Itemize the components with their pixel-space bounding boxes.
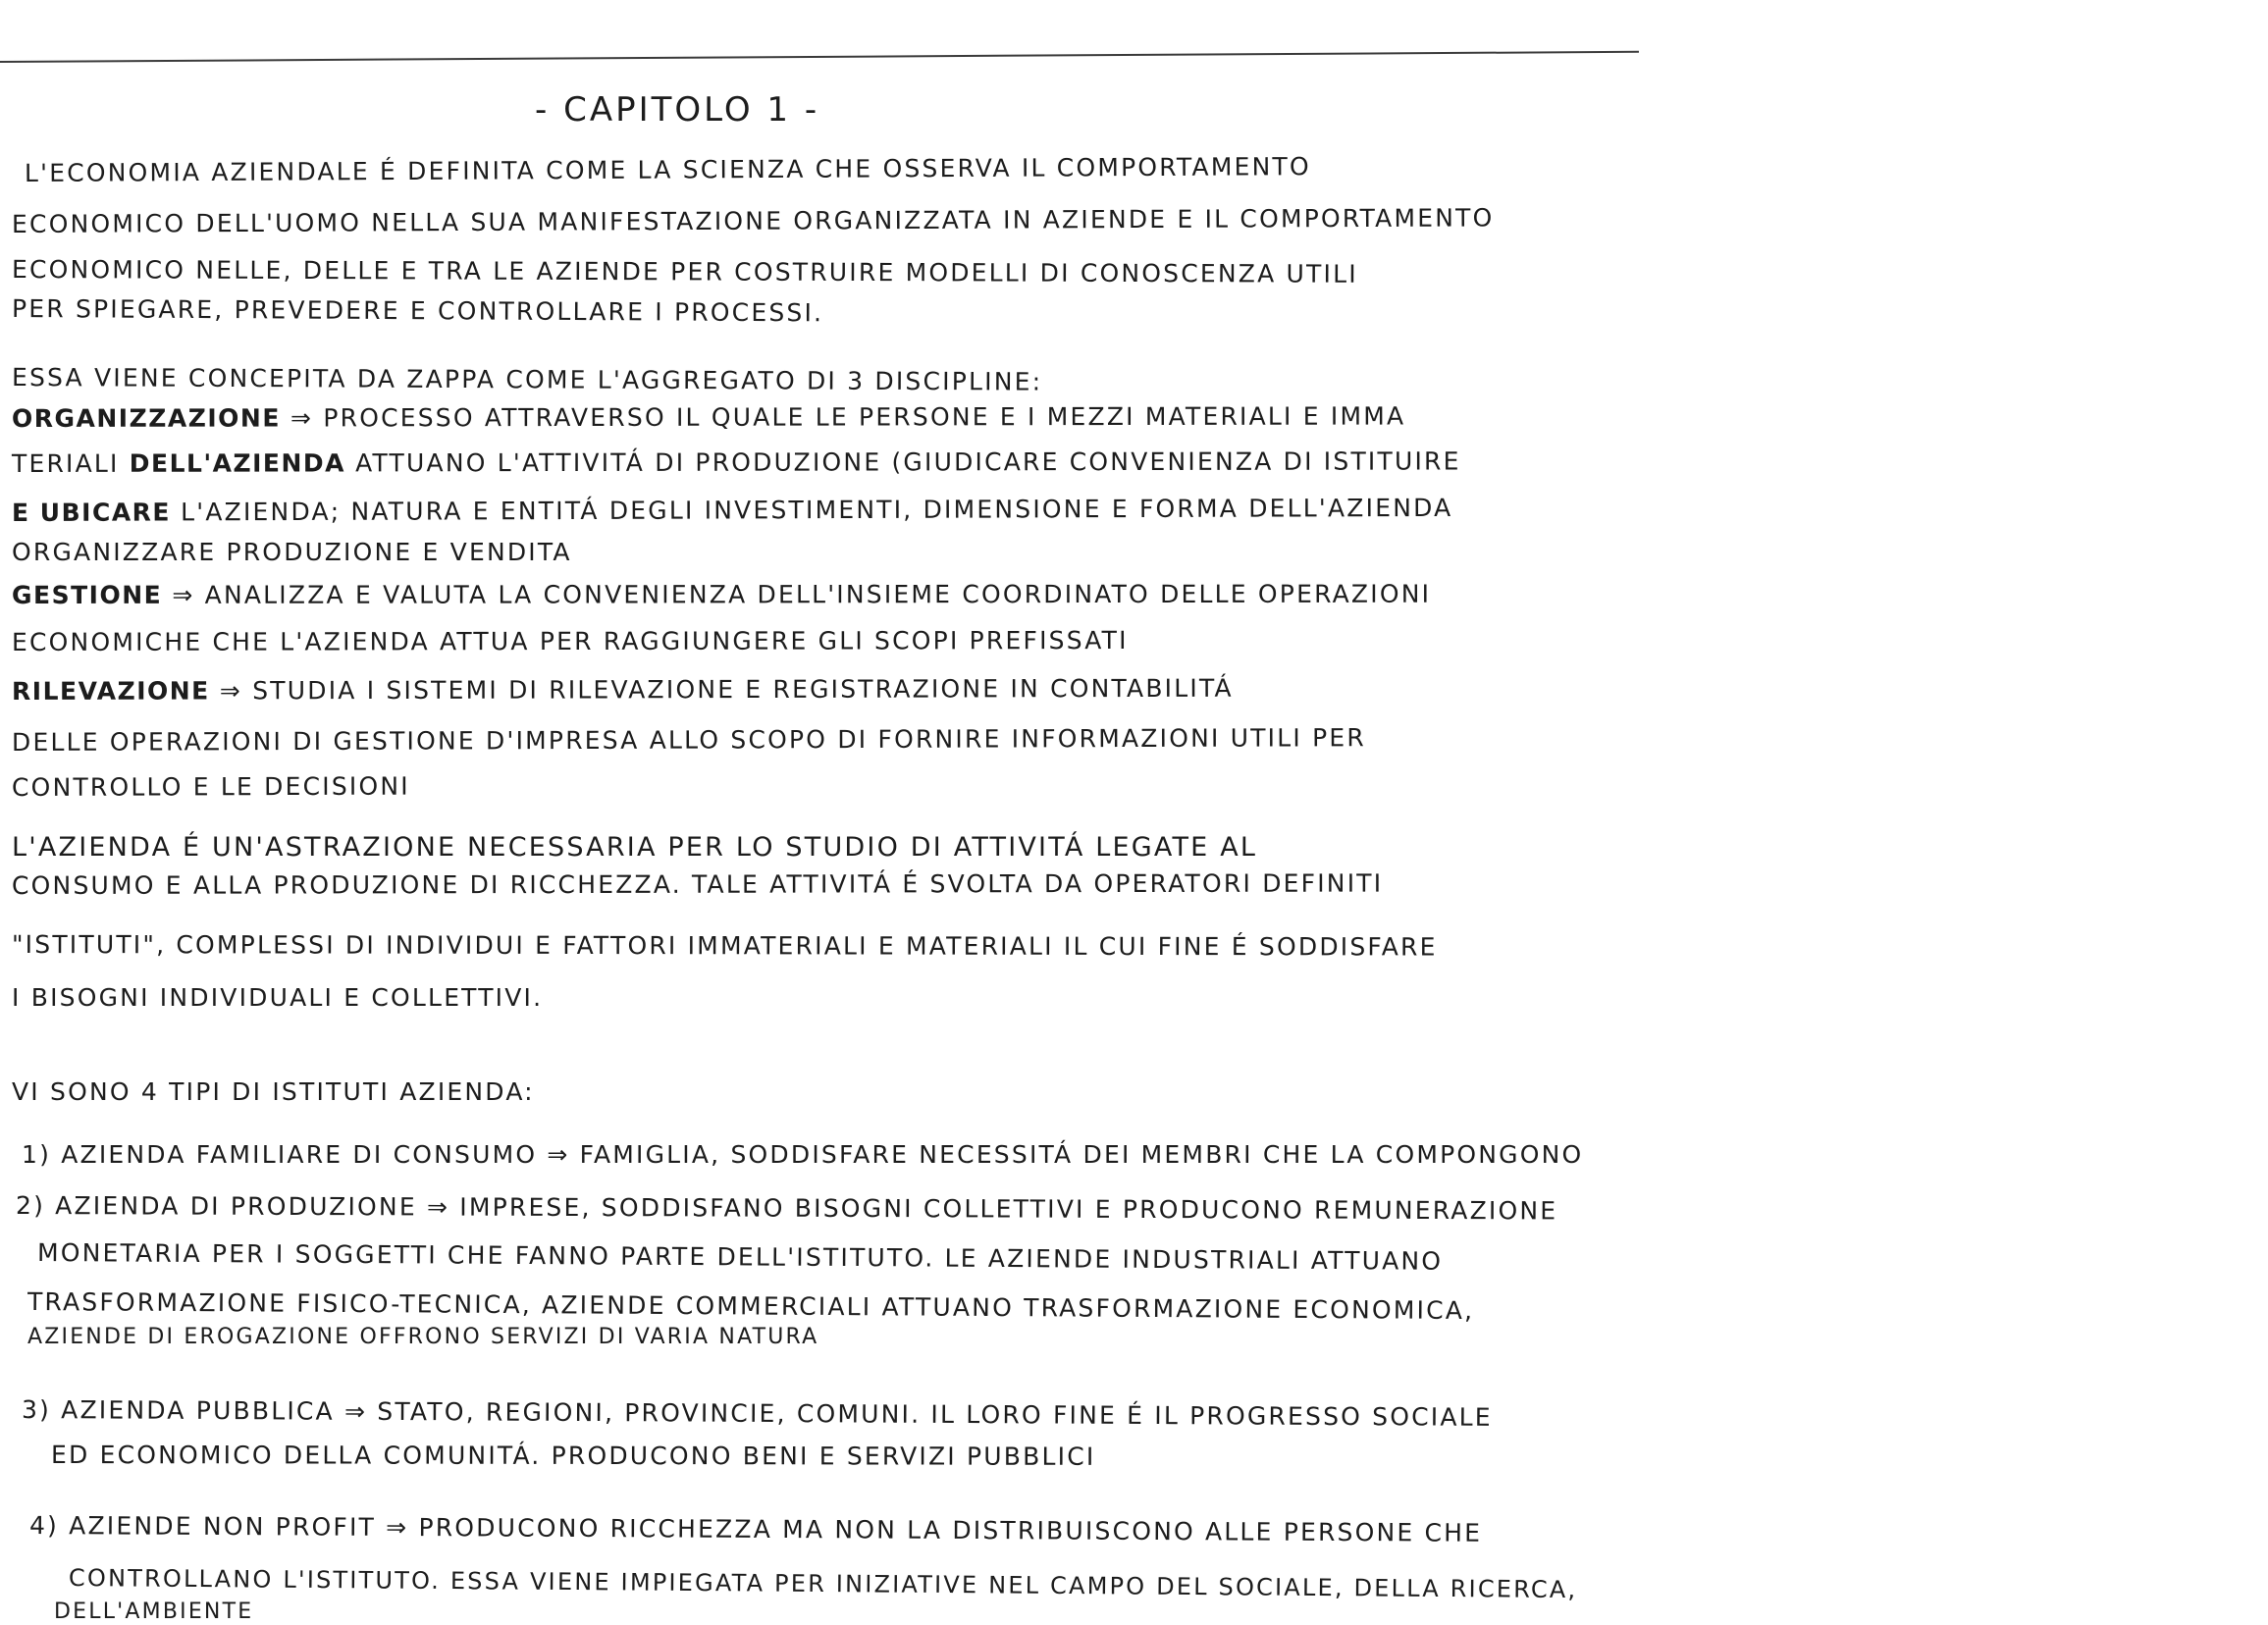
text-line: ECONOMICO DELL'UOMO NELLA SUA MANIFESTAZIONE ORGANIZZATA IN AZIENDE E IL COMPORTAMENTO	[11, 203, 1495, 238]
text-line: ED ECONOMICO DELLA COMUNITÁ. PRODUCONO BENI E SERVIZI PUBBLICI	[50, 1441, 1096, 1471]
text-line: ORGANIZZARE PRODUZIONE E VENDITA	[12, 538, 572, 566]
text-line: L'AZIENDA É UN'ASTRAZIONE NECESSARIA PER LO STUDIO DI ATTIVITÁ LEGATE AL	[12, 832, 1258, 863]
top-rule	[0, 51, 1639, 63]
text-line: "ISTITUTI", COMPLESSI DI INDIVIDUI E FATTORI IMMATERIALI E MATERIALI IL CUI FINE É SODDISFARE	[11, 930, 1438, 962]
list-item: 2) AZIENDA DI PRODUZIONE ⇒ IMPRESE, SODDISFANO BISOGNI COLLETTIVI E PRODUCONO REMUNERAZIONE	[15, 1191, 1558, 1226]
list-item: 1) AZIENDA FAMILIARE DI CONSUMO ⇒ FAMIGLIA, SODDISFARE NECESSITÁ DEI MEMBRI CHE LA COMPONGONO	[22, 1140, 1584, 1169]
list-item: 3) AZIENDA PUBBLICA ⇒ STATO, REGIONI, PROVINCIE, COMUNI. IL LORO FINE É IL PROGRESSO SOCIALE	[21, 1395, 1493, 1432]
text-line: CONTROLLANO L'ISTITUTO. ESSA VIENE IMPIEGATA PER INIZIATIVE NEL CAMPO DEL SOCIALE, DELLA RICERCA,	[68, 1564, 1578, 1604]
text-line: GESTIONE ⇒ ANALIZZA E VALUTA LA CONVENIENZA DELL'INSIEME COORDINATO DELLE OPERAZIONI	[11, 579, 1432, 609]
text-line: ORGANIZZAZIONE ⇒ PROCESSO ATTRAVERSO IL QUALE LE PERSONE E I MEZZI MATERIALI E IMMA	[11, 401, 1406, 433]
text-line: TRASFORMAZIONE FISICO-TECNICA, AZIENDE COMMERCIALI ATTUANO TRASFORMAZIONE ECONOMICA,	[26, 1287, 1475, 1326]
text-line: DELL'AMBIENTE	[54, 1599, 254, 1624]
text-line: ECONOMICHE CHE L'AZIENDA ATTUA PER RAGGIUNGERE GLI SCOPI PREFISSATI	[11, 626, 1129, 656]
text-line: E UBICARE L'AZIENDA; NATURA E ENTITÁ DEGLI INVESTIMENTI, DIMENSIONE E FORMA DELL'AZIENDA	[11, 493, 1453, 527]
text-line: ECONOMICO NELLE, DELLE E TRA LE AZIENDE PER COSTRUIRE MODELLI DI CONOSCENZA UTILI	[11, 255, 1358, 288]
text-line: I BISOGNI INDIVIDUALI E COLLETTIVI.	[12, 983, 544, 1012]
text-line: VI SONO 4 TIPI DI ISTITUTI AZIENDA:	[12, 1077, 535, 1106]
chapter-title: - CAPITOLO 1 -	[535, 90, 820, 130]
text-line: MONETARIA PER I SOGGETTI CHE FANNO PARTE DELL'ISTITUTO. LE AZIENDE INDUSTRIALI ATTUANO	[36, 1238, 1444, 1276]
list-item: 4) AZIENDE NON PROFIT ⇒ PRODUCONO RICCHEZZA MA NON LA DISTRIBUISCONO ALLE PERSONE CHE	[28, 1511, 1483, 1547]
text-line: CONTROLLO E LE DECISIONI	[11, 771, 410, 802]
text-line: CONSUMO E ALLA PRODUZIONE DI RICCHEZZA. TALE ATTIVITÁ É SVOLTA DA OPERATORI DEFINITI	[11, 868, 1384, 900]
text-line: L'ECONOMIA AZIENDALE É DEFINITA COME LA SCIENZA CHE OSSERVA IL COMPORTAMENTO	[24, 152, 1311, 187]
text-line: PER SPIEGARE, PREVEDERE E CONTROLLARE I PROCESSI.	[11, 294, 824, 328]
text-line: RILEVAZIONE ⇒ STUDIA I SISTEMI DI RILEVAZIONE E REGISTRAZIONE IN CONTABILITÁ	[11, 673, 1234, 706]
text-line: AZIENDE DI EROGAZIONE OFFRONO SERVIZI DI VARIA NATURA	[27, 1325, 819, 1349]
text-line: TERIALI DELL'AZIENDA ATTUANO L'ATTIVITÁ DI PRODUZIONE (GIUDICARE CONVENIENZA DI ISTITUIRE	[11, 446, 1461, 478]
text-line: DELLE OPERAZIONI DI GESTIONE D'IMPRESA ALLO SCOPO DI FORNIRE INFORMAZIONI UTILI PER	[11, 723, 1366, 757]
text-line: ESSA VIENE CONCEPITA DA ZAPPA COME L'AGGREGATO DI 3 DISCIPLINE:	[11, 363, 1043, 396]
